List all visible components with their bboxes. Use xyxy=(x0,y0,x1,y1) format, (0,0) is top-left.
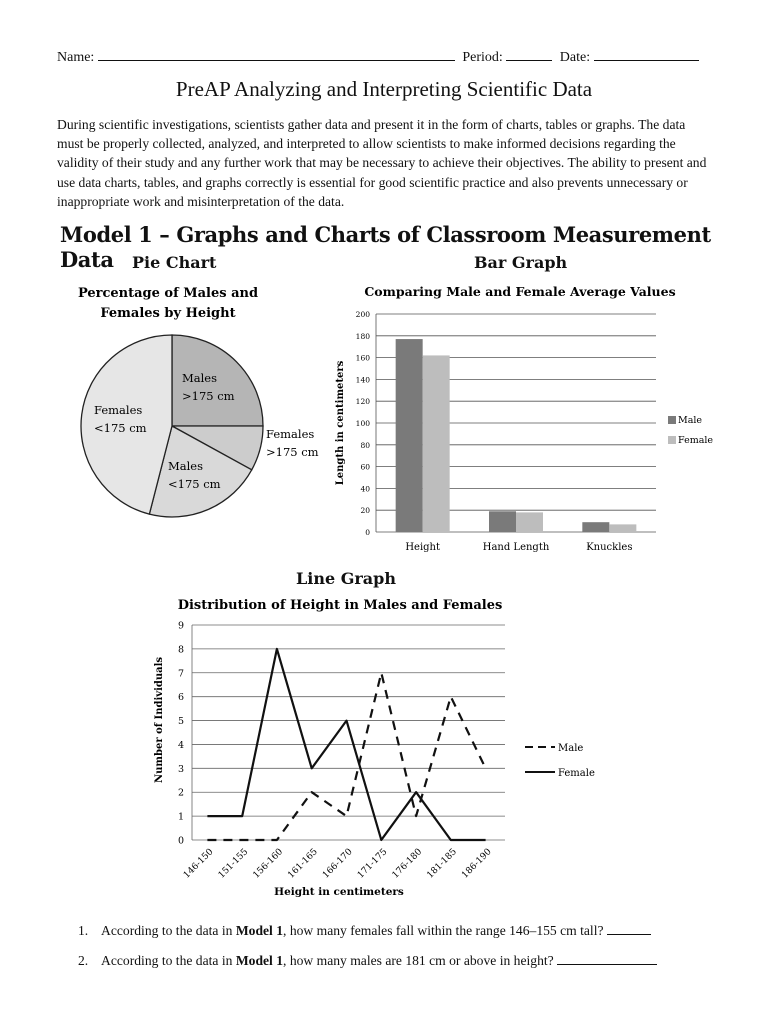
bar xyxy=(489,511,516,532)
legend-label: Male xyxy=(678,415,703,426)
date-label: Date: xyxy=(559,50,591,65)
bar xyxy=(423,355,450,532)
student-info-line xyxy=(57,47,712,66)
period-label: Period: xyxy=(462,50,503,65)
pie-chart xyxy=(70,280,330,530)
pie-label: <175 cm xyxy=(94,421,147,435)
line-chart xyxy=(150,590,610,900)
y-tick-label: 1 xyxy=(177,811,184,823)
y-tick-label: 60 xyxy=(360,462,370,472)
y-tick-label: 180 xyxy=(355,331,370,341)
pie-label: >175 cm xyxy=(182,389,235,403)
y-tick-label: 40 xyxy=(360,484,370,494)
pie-label: >175 cm xyxy=(266,445,319,459)
y-tick-label: 7 xyxy=(177,668,184,680)
y-tick-label: 9 xyxy=(177,620,184,632)
y-tick-label: 160 xyxy=(355,353,370,363)
y-tick-label: 3 xyxy=(177,763,184,775)
intro-paragraph: During scientific investigations, scientists gather data and present it in the form of charts, tables or graphs. The data must be properly collected, analyzed, and interpreted to allow scientists to make informed decisions regarding the validity of their study and any further work that may be necessary to achieve their objectives. The ability to present and use data charts, tables, and graphs correctly is essential for good scientific practice and also prevents unnecessary or inappropriate work and misinterpretation of the data. xyxy=(57,117,707,209)
legend-swatch xyxy=(668,436,676,444)
y-tick-label: 120 xyxy=(355,397,370,407)
page-title: PreAP Analyzing and Interpreting Scientific Data xyxy=(175,77,593,101)
question-number: 2. xyxy=(78,953,89,968)
period-field[interactable] xyxy=(506,47,552,61)
y-tick-label: 8 xyxy=(177,644,184,656)
y-tick-label: 6 xyxy=(177,692,184,704)
y-tick-label: 200 xyxy=(355,310,370,319)
x-tick-label: Height xyxy=(405,542,441,553)
line-heading: Line Graph xyxy=(296,569,396,588)
y-tick-label: 2 xyxy=(177,787,184,799)
name-field[interactable] xyxy=(98,47,455,61)
x-tick-label: 176-180 xyxy=(390,847,425,881)
pie-title-line1: Percentage of Males and xyxy=(77,286,259,301)
x-tick-label: 151-155 xyxy=(216,847,251,881)
bar-chart xyxy=(330,280,730,560)
pie-label: Females xyxy=(94,403,143,417)
pie-label: Males xyxy=(168,459,204,473)
x-tick-label: 161-165 xyxy=(286,847,320,881)
y-tick-label: 140 xyxy=(355,375,370,385)
pie-label: Females xyxy=(266,427,315,441)
y-tick-label: 0 xyxy=(177,835,184,847)
bar xyxy=(609,524,636,532)
legend-swatch xyxy=(668,416,676,424)
question-number: 1. xyxy=(78,923,89,938)
male-series-line xyxy=(207,673,485,840)
bar xyxy=(582,522,609,532)
pie-label: Males xyxy=(182,371,218,385)
line-x-axis-label: Height in centimeters xyxy=(274,886,404,898)
legend-label: Female xyxy=(678,435,714,446)
y-tick-label: 20 xyxy=(360,506,370,516)
x-tick-label: Knuckles xyxy=(586,542,633,553)
legend-label: Female xyxy=(558,768,595,779)
x-tick-label: 146-150 xyxy=(181,847,216,881)
line-title: Distribution of Height in Males and Females xyxy=(177,598,503,613)
y-tick-label: 5 xyxy=(177,716,184,728)
name-label: Name: xyxy=(57,50,95,65)
answer-blank-2[interactable] xyxy=(557,952,657,965)
model-title: Model 1 – Graphs and Charts of Classroom Measurement Data xyxy=(60,222,711,272)
bar-y-axis-label: Length in centimeters xyxy=(335,360,346,486)
bar-title: Comparing Male and Female Average Values xyxy=(364,284,676,299)
bar-heading: Bar Graph xyxy=(474,253,568,272)
question-2: 2. According to the data in Model 1, how many males are 181 cm or above in height? xyxy=(78,952,657,969)
y-tick-label: 4 xyxy=(177,739,184,751)
date-field[interactable] xyxy=(594,47,699,61)
x-tick-label: 156-160 xyxy=(251,847,286,881)
x-tick-label: 186-190 xyxy=(460,847,494,881)
y-tick-label: 80 xyxy=(360,440,370,450)
x-tick-label: Hand Length xyxy=(482,542,550,553)
pie-label: <175 cm xyxy=(168,477,221,491)
line-y-axis-label: Number of Individuals xyxy=(154,656,165,784)
legend-label: Male xyxy=(558,743,584,754)
pie-title-line2: Females by Height xyxy=(100,306,236,321)
pie-heading: Pie Chart xyxy=(132,253,217,272)
x-tick-label: 181-185 xyxy=(425,847,459,881)
answer-blank-1[interactable] xyxy=(607,922,651,935)
question-1: 1. According to the data in Model 1, how many females fall within the range 146–155 cm tall? xyxy=(78,922,651,939)
bar xyxy=(396,339,423,532)
x-tick-label: 166-170 xyxy=(321,847,355,881)
bar xyxy=(516,512,543,532)
y-tick-label: 0 xyxy=(365,528,370,537)
y-tick-label: 100 xyxy=(355,419,370,428)
x-tick-label: 171-175 xyxy=(355,847,390,881)
